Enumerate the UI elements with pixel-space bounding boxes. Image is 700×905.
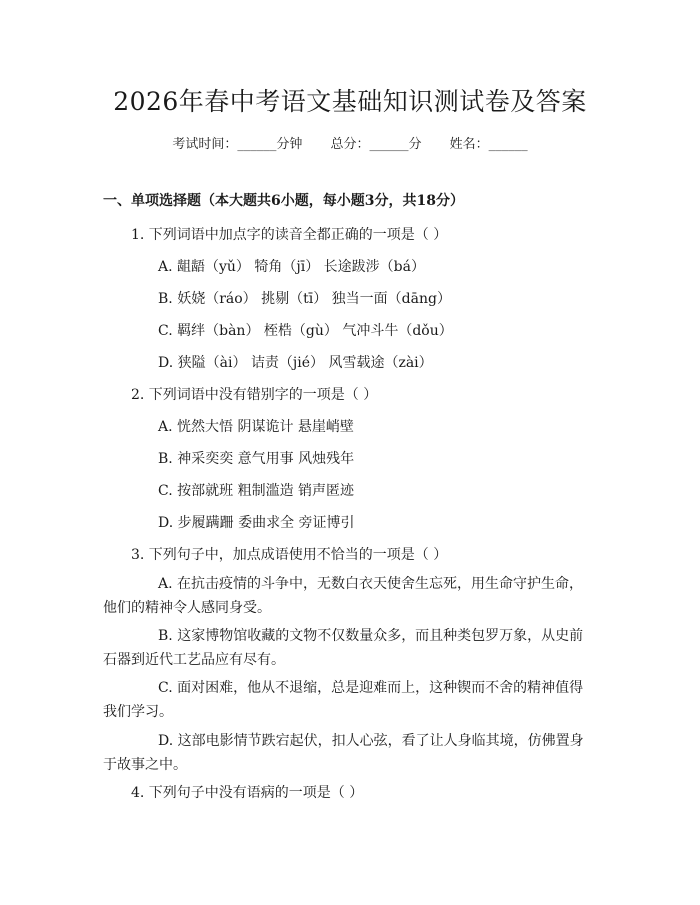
question-1-option-a: A. 龃龉（yǔ） 犄角（jī） 长途跋涉（bá） [158,259,425,275]
question-2-option-b: B. 神采奕奕 意气用事 风烛残年 [158,451,355,467]
question-3-option-d: D. 这部电影情节跌宕起伏，扣人心弦，看了让人身临其境，仿佛置身于故事之中。 [103,733,584,773]
question-2-option-c: C. 按部就班 粗制滥造 销声匿迹 [158,483,355,499]
question-3-option-b: B. 这家博物馆收藏的文物不仅数量众多，而且种类包罗万象，从史前石器到近代工艺品应有尽有。 [103,628,584,668]
question-1-stem: 1. 下列词语中加点字的读音全都正确的一项是（ ） [131,227,448,243]
question-3-stem: 3. 下列句子中，加点成语使用不恰当的一项是（ ） [131,547,448,563]
total-score-field: 总分：______分 [330,137,422,152]
question-2-option-d: D. 步履蹒跚 委曲求全 旁证博引 [158,515,355,531]
exam-time-field: 考试时间：______分钟 [172,137,303,152]
exam-meta [0,133,700,152]
question-1-option-b: B. 妖娆（ráo） 挑剔（tī） 独当一面（dāng） [158,291,451,307]
question-3-option-c: C. 面对困难，他从不退缩，总是迎难而上，这种锲而不舍的精神值得我们学习。 [103,680,584,720]
student-name-field: 姓名：______ [449,137,528,152]
question-1-option-d: D. 狭隘（ài） 诘责（jié） 风雪载途（zài） [158,355,433,371]
question-4-stem: 4. 下列句子中没有语病的一项是（ ） [131,785,364,801]
section-heading: 一、单项选择题（本大题共6小题，每小题3分，共18分） [103,193,464,209]
question-2-stem: 2. 下列词语中没有错别字的一项是（ ） [131,387,378,403]
question-1-option-c: C. 羁绊（bàn） 桎梏（gù） 气冲斗牛（dǒu） [158,323,453,339]
question-2-option-a: A. 恍然大悟 阴谋诡计 悬崖峭壁 [158,419,354,435]
page-title: 2026年春中考语文基础知识测试卷及答案 [113,87,587,116]
question-3-option-a: A. 在抗击疫情的斗争中，无数白衣天使舍生忘死，用生命守护生命，他们的精神令人感同身受。 [103,576,584,616]
